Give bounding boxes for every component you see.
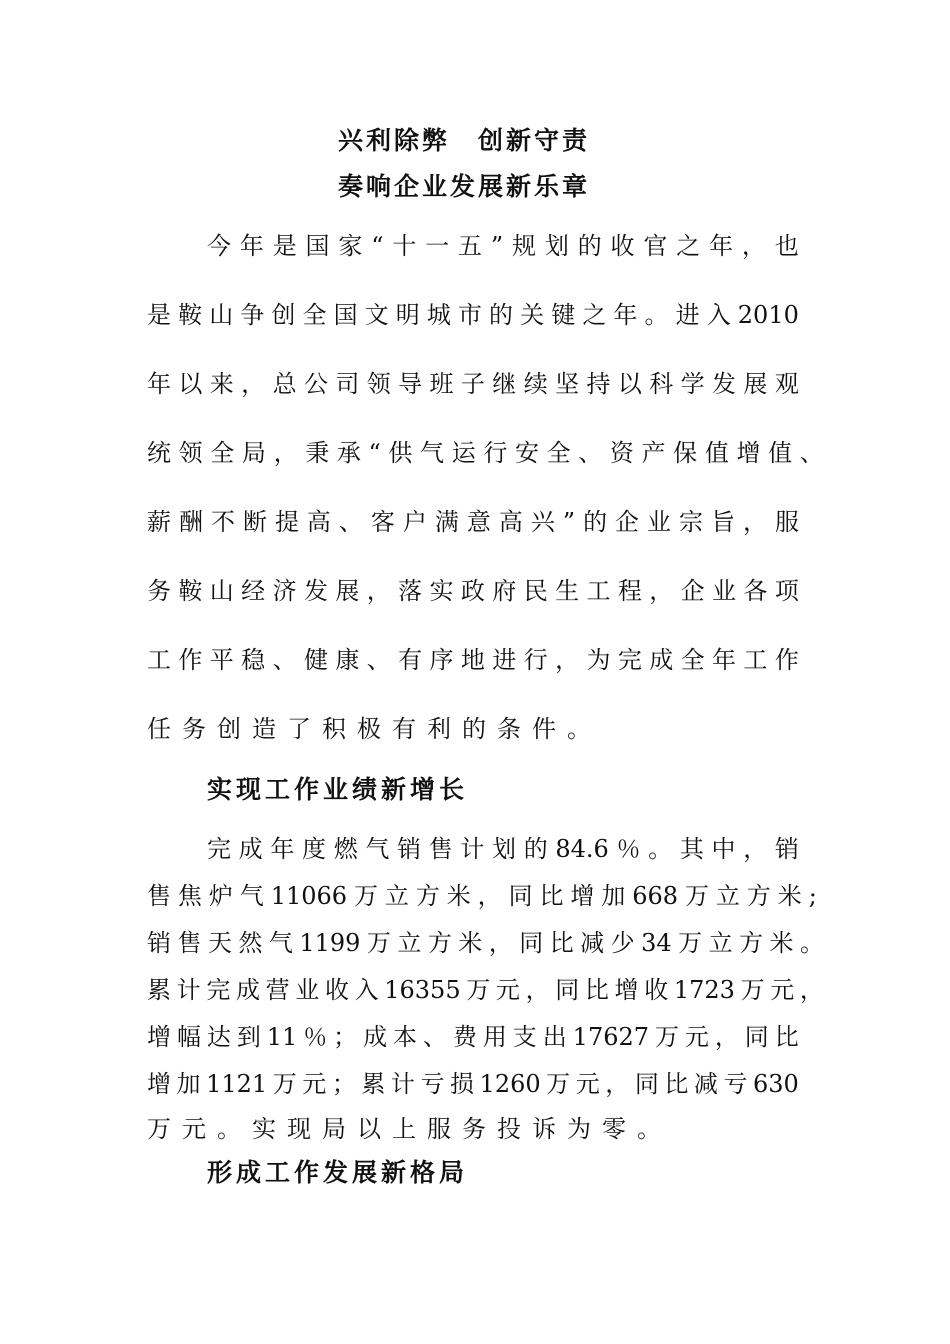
text-glyph: 销 xyxy=(774,835,799,863)
text-glyph: 的 xyxy=(523,835,548,863)
text-glyph: 国 xyxy=(305,232,330,260)
text-glyph: 导 xyxy=(398,370,423,398)
text-glyph: 元 xyxy=(770,976,795,1004)
text-glyph: 酬 xyxy=(178,508,203,536)
text-glyph: 。 xyxy=(800,929,824,957)
text-glyph: 到 xyxy=(236,1023,261,1051)
text-glyph: 坚 xyxy=(555,370,580,398)
text-glyph: 天 xyxy=(207,929,232,957)
text-glyph: 米 xyxy=(446,882,471,910)
text-glyph: 16355 xyxy=(384,976,461,1004)
text-glyph: 之 xyxy=(676,232,701,260)
text-glyph: 亏 xyxy=(420,1070,445,1098)
text-glyph: 地 xyxy=(460,646,485,674)
text-glyph: 局 xyxy=(241,439,266,467)
text-glyph: 增 xyxy=(736,439,761,467)
text-glyph: 各 xyxy=(743,577,768,605)
text-glyph: 增 xyxy=(570,882,595,910)
text-glyph: 户 xyxy=(402,508,427,536)
text-glyph: 同 xyxy=(634,1070,659,1098)
text-glyph: 业 xyxy=(712,577,737,605)
text-glyph: 安 xyxy=(514,439,539,467)
text-glyph: 持 xyxy=(586,370,611,398)
text-glyph: 键 xyxy=(551,301,576,329)
text-glyph: 作 xyxy=(178,646,203,674)
text-glyph: 鞍 xyxy=(178,301,203,329)
text-glyph: 济 xyxy=(272,577,297,605)
text-glyph: 今 xyxy=(207,232,231,260)
text-glyph: 1121 xyxy=(206,1070,268,1098)
text-glyph: 康 xyxy=(335,646,360,674)
text-glyph: 中 xyxy=(711,835,736,863)
text-glyph: 万 xyxy=(546,1070,571,1098)
text-glyph: 万 xyxy=(353,882,378,910)
text-glyph: 的 xyxy=(577,232,602,260)
text-glyph: 增 xyxy=(614,976,639,1004)
text-glyph: 成 xyxy=(238,835,263,863)
text-glyph: 稳 xyxy=(241,646,266,674)
text-glyph: 立 xyxy=(715,882,740,910)
text-glyph: 少 xyxy=(610,929,635,957)
text-glyph: 意 xyxy=(466,508,491,536)
text-glyph: 亏 xyxy=(723,1070,748,1098)
text-glyph: 健 xyxy=(303,646,328,674)
text-glyph: 比 xyxy=(774,1023,799,1051)
text-glyph: 销 xyxy=(147,929,171,957)
text-glyph: 统 xyxy=(147,439,171,467)
text-glyph: 划 xyxy=(544,232,569,260)
text-glyph: 司 xyxy=(335,370,360,398)
text-glyph: 完 xyxy=(206,976,231,1004)
text-glyph: 668 xyxy=(632,882,679,910)
text-glyph: 发 xyxy=(303,577,328,605)
text-glyph: 。 xyxy=(644,301,669,329)
text-glyph: 总 xyxy=(272,370,297,398)
text-glyph: 实 xyxy=(429,577,454,605)
text-glyph: ； xyxy=(331,1070,356,1098)
text-glyph: 山 xyxy=(209,577,234,605)
text-glyph: 作 xyxy=(774,646,799,674)
text-glyph: 加 xyxy=(176,1070,201,1098)
text-glyph: 减 xyxy=(693,1070,718,1098)
text-glyph: 断 xyxy=(242,508,267,536)
text-glyph: 累 xyxy=(147,976,171,1004)
text-glyph: 万 xyxy=(466,976,491,1004)
text-glyph: 完 xyxy=(617,646,642,674)
paragraph-line xyxy=(147,1069,799,1099)
text-glyph: 。 xyxy=(648,835,673,863)
text-glyph: 观 xyxy=(774,370,799,398)
text-glyph: 保 xyxy=(673,439,698,467)
text-glyph: 是 xyxy=(147,301,171,329)
paragraph-line xyxy=(147,507,799,537)
text-glyph: 入 xyxy=(354,976,379,1004)
text-glyph: ， xyxy=(714,1023,739,1051)
text-glyph: 业 xyxy=(647,508,672,536)
text-glyph: 领 xyxy=(178,439,203,467)
text-glyph: 1723 xyxy=(673,976,735,1004)
document-title-line-1: 兴利除弊 创新守责 xyxy=(338,126,591,155)
text-glyph: 薪 xyxy=(147,508,171,536)
text-glyph: 全 xyxy=(210,439,235,467)
text-glyph: ， xyxy=(555,646,580,674)
text-glyph: ， xyxy=(743,835,768,863)
text-glyph: 销 xyxy=(397,835,422,863)
text-glyph: 收 xyxy=(644,976,669,1004)
text-glyph: 也 xyxy=(774,232,799,260)
text-glyph: 有 xyxy=(398,646,423,674)
text-glyph: 收 xyxy=(324,976,349,1004)
text-glyph: 进 xyxy=(492,646,517,674)
text-glyph: 创 xyxy=(271,301,296,329)
section-heading: 形成工作发展新格局 xyxy=(207,1158,469,1187)
text-glyph: 年 xyxy=(239,232,264,260)
text-glyph: 一 xyxy=(425,232,450,260)
document-title-line-2: 奏响企业发展新乐章 xyxy=(338,172,591,201)
paragraph-line xyxy=(147,369,799,399)
text-glyph: ， xyxy=(742,508,767,536)
text-glyph: 损 xyxy=(450,1070,474,1098)
text-glyph: 立 xyxy=(384,882,409,910)
text-glyph: 支 xyxy=(512,1023,537,1051)
text-glyph: 同 xyxy=(744,1023,769,1051)
text-glyph: 万 xyxy=(272,1070,297,1098)
text-glyph: 展 xyxy=(335,577,360,605)
text-glyph: 年 xyxy=(270,835,295,863)
text-glyph: ， xyxy=(741,232,766,260)
text-glyph: 运 xyxy=(451,439,476,467)
paragraph-line xyxy=(147,438,824,468)
text-glyph: 承 xyxy=(336,439,361,467)
text-glyph: 万 xyxy=(740,976,765,1004)
text-glyph: 以 xyxy=(617,370,642,398)
text-glyph: 全 xyxy=(680,646,705,674)
text-glyph: 为 xyxy=(586,646,611,674)
text-glyph: 值 xyxy=(704,439,729,467)
text-glyph: 2010 xyxy=(737,301,799,329)
text-glyph: 政 xyxy=(460,577,485,605)
text-glyph: 成 xyxy=(649,646,674,674)
text-glyph: 1260 xyxy=(479,1070,541,1098)
text-glyph: 方 xyxy=(415,882,440,910)
text-glyph: 明 xyxy=(395,301,420,329)
text-glyph: 科 xyxy=(649,370,674,398)
text-glyph: 年 xyxy=(712,646,737,674)
text-glyph: 焦 xyxy=(177,882,202,910)
text-glyph: 宗 xyxy=(679,508,704,536)
text-glyph: “ xyxy=(371,232,384,260)
text-glyph: ％ xyxy=(303,1023,328,1051)
text-glyph: 比 xyxy=(549,929,574,957)
text-glyph: 鞍 xyxy=(178,577,203,605)
text-glyph: 、 xyxy=(366,646,391,674)
text-glyph: 生 xyxy=(555,577,580,605)
text-glyph: 售 xyxy=(147,882,171,910)
text-glyph: 企 xyxy=(615,508,640,536)
text-glyph: 提 xyxy=(274,508,299,536)
text-glyph: 市 xyxy=(457,301,482,329)
text-glyph: 是 xyxy=(272,232,297,260)
text-glyph: 、 xyxy=(338,508,363,536)
text-glyph: 民 xyxy=(523,577,548,605)
text-glyph: 争 xyxy=(240,301,265,329)
text-glyph: 同 xyxy=(508,882,533,910)
text-glyph: 比 xyxy=(539,882,564,910)
text-glyph: ， xyxy=(525,976,550,1004)
paragraph-line xyxy=(147,928,824,958)
text-glyph: 班 xyxy=(429,370,454,398)
text-glyph: 全 xyxy=(302,301,327,329)
text-glyph: ” xyxy=(490,232,504,260)
text-glyph: 五 xyxy=(458,232,483,260)
text-glyph: ； xyxy=(333,1023,358,1051)
text-glyph: 1199 xyxy=(299,929,361,957)
text-glyph: 规 xyxy=(512,232,536,260)
text-glyph: ， xyxy=(273,439,298,467)
text-glyph: ， xyxy=(366,577,391,605)
text-glyph: 17627 xyxy=(572,1023,650,1051)
text-glyph: 工 xyxy=(147,646,171,674)
text-glyph: 值 xyxy=(768,439,793,467)
text-glyph: ， xyxy=(241,370,266,398)
text-glyph: 达 xyxy=(206,1023,231,1051)
paragraph-line xyxy=(147,576,799,606)
text-glyph: 工 xyxy=(743,646,768,674)
text-glyph: 供 xyxy=(388,439,413,467)
text-glyph: 米 xyxy=(458,929,483,957)
text-glyph: 累 xyxy=(361,1070,386,1098)
text-glyph: 的 xyxy=(489,301,514,329)
text-glyph: ， xyxy=(605,1070,630,1098)
text-glyph: 落 xyxy=(398,577,423,605)
text-glyph: 山 xyxy=(209,301,234,329)
text-glyph: 用 xyxy=(482,1023,507,1051)
text-glyph: 本 xyxy=(393,1023,418,1051)
text-glyph: 11066 xyxy=(270,882,348,910)
text-glyph: 同 xyxy=(519,929,544,957)
text-glyph: ， xyxy=(799,976,824,1004)
text-glyph: 34 xyxy=(641,929,672,957)
paragraph-line xyxy=(147,300,799,330)
text-glyph: ” xyxy=(562,508,576,536)
text-glyph: 万 xyxy=(678,929,703,957)
text-glyph: 米 xyxy=(777,882,802,910)
text-glyph: 元 xyxy=(495,976,520,1004)
paragraph-line xyxy=(147,1022,799,1052)
text-glyph: 以 xyxy=(178,370,203,398)
text-glyph: 630 xyxy=(753,1070,799,1098)
paragraph-line xyxy=(147,645,799,675)
text-glyph: 方 xyxy=(739,929,764,957)
paragraph-line: 万元。实现局以上服务投诉为零。 xyxy=(147,1115,672,1143)
text-glyph: 万 xyxy=(366,929,391,957)
text-glyph: 、 xyxy=(272,646,297,674)
text-glyph: 经 xyxy=(241,577,266,605)
paragraph-line xyxy=(147,881,817,911)
text-glyph: 其 xyxy=(679,835,704,863)
text-glyph: 同 xyxy=(555,976,580,1004)
text-glyph: 11 xyxy=(266,1023,298,1051)
text-glyph: 元 xyxy=(575,1070,600,1098)
text-glyph: 平 xyxy=(209,646,234,674)
text-glyph: 费 xyxy=(452,1023,477,1051)
text-glyph: 高 xyxy=(306,508,331,536)
text-glyph: 减 xyxy=(580,929,605,957)
text-glyph: 来 xyxy=(209,370,234,398)
text-glyph: 家 xyxy=(338,232,363,260)
text-glyph: 比 xyxy=(664,1070,689,1098)
text-glyph: 的 xyxy=(583,508,608,536)
text-glyph: 学 xyxy=(680,370,705,398)
text-glyph: 划 xyxy=(492,835,517,863)
text-glyph: 方 xyxy=(746,882,771,910)
text-glyph: 气 xyxy=(268,929,293,957)
text-glyph: 气 xyxy=(420,439,445,467)
text-glyph: “ xyxy=(368,439,381,467)
text-glyph: 增 xyxy=(147,1070,171,1098)
text-glyph: 立 xyxy=(397,929,422,957)
text-glyph: 行 xyxy=(483,439,508,467)
text-glyph: 度 xyxy=(302,835,327,863)
text-glyph: 产 xyxy=(641,439,666,467)
text-glyph: 增 xyxy=(147,1023,171,1051)
text-glyph: 继 xyxy=(492,370,517,398)
section-heading: 实现工作业绩新增长 xyxy=(207,775,469,804)
paragraph-line xyxy=(147,975,824,1005)
paragraph-line xyxy=(207,231,799,261)
text-glyph: 气 xyxy=(365,835,390,863)
text-glyph: ; xyxy=(808,882,817,910)
text-glyph: 项 xyxy=(774,577,799,605)
text-glyph: 兴 xyxy=(530,508,555,536)
text-glyph: 文 xyxy=(364,301,389,329)
text-glyph: 成 xyxy=(235,976,260,1004)
text-glyph: 序 xyxy=(429,646,454,674)
text-glyph: 领 xyxy=(366,370,391,398)
text-glyph: 高 xyxy=(498,508,523,536)
text-glyph: 、 xyxy=(578,439,603,467)
text-glyph: ， xyxy=(649,577,674,605)
text-glyph: 国 xyxy=(333,301,358,329)
text-glyph: 计 xyxy=(460,835,485,863)
text-glyph: 方 xyxy=(427,929,452,957)
text-glyph: 续 xyxy=(523,370,548,398)
text-glyph: 府 xyxy=(492,577,517,605)
text-glyph: 气 xyxy=(239,882,264,910)
text-glyph: 秉 xyxy=(305,439,330,467)
text-glyph: 年 xyxy=(709,232,734,260)
text-glyph: 计 xyxy=(390,1070,415,1098)
text-glyph: ， xyxy=(488,929,513,957)
text-glyph: 炉 xyxy=(208,882,233,910)
text-glyph: 、 xyxy=(799,439,824,467)
text-glyph: 燃 xyxy=(333,835,358,863)
text-glyph: 进 xyxy=(675,301,700,329)
text-glyph: 营 xyxy=(265,976,290,1004)
text-glyph: 立 xyxy=(708,929,733,957)
text-glyph: 完 xyxy=(207,835,231,863)
text-glyph: 满 xyxy=(434,508,459,536)
text-glyph: 幅 xyxy=(176,1023,201,1051)
text-glyph: 展 xyxy=(743,370,768,398)
text-glyph: 之 xyxy=(582,301,607,329)
text-glyph: 全 xyxy=(546,439,571,467)
text-glyph: 行 xyxy=(523,646,548,674)
text-glyph: 加 xyxy=(601,882,626,910)
text-glyph: 成 xyxy=(363,1023,388,1051)
text-glyph: 元 xyxy=(684,1023,709,1051)
text-glyph: 公 xyxy=(303,370,328,398)
text-glyph: 万 xyxy=(685,882,709,910)
text-glyph: 官 xyxy=(643,232,668,260)
text-glyph: 、 xyxy=(422,1023,447,1051)
text-glyph: 年 xyxy=(147,370,171,398)
text-glyph: 服 xyxy=(774,508,799,536)
text-glyph: 程 xyxy=(617,577,642,605)
text-glyph: 企 xyxy=(680,577,705,605)
text-glyph: 84.6 xyxy=(555,835,609,863)
text-glyph: 米 xyxy=(769,929,794,957)
text-glyph: 务 xyxy=(147,577,171,605)
text-glyph: 十 xyxy=(392,232,417,260)
text-glyph: 售 xyxy=(428,835,453,863)
text-glyph: 元 xyxy=(302,1070,327,1098)
text-glyph: 客 xyxy=(370,508,395,536)
text-glyph: 旨 xyxy=(711,508,735,536)
text-glyph: 业 xyxy=(295,976,320,1004)
text-glyph: 关 xyxy=(520,301,545,329)
text-glyph: 子 xyxy=(460,370,485,398)
text-glyph: 比 xyxy=(584,976,609,1004)
paragraph-line: 任务创造了积极有利的条件。 xyxy=(147,715,602,743)
text-glyph: ％ xyxy=(616,835,641,863)
text-glyph: 资 xyxy=(609,439,634,467)
text-glyph: 收 xyxy=(610,232,635,260)
text-glyph: 售 xyxy=(177,929,202,957)
paragraph-line xyxy=(207,834,799,864)
text-glyph: 发 xyxy=(712,370,737,398)
text-glyph: 入 xyxy=(706,301,731,329)
text-glyph: 不 xyxy=(210,508,235,536)
text-glyph: ， xyxy=(477,882,502,910)
text-glyph: 年 xyxy=(613,301,638,329)
text-glyph: 城 xyxy=(426,301,451,329)
text-glyph: 万 xyxy=(654,1023,679,1051)
text-glyph: 工 xyxy=(586,577,611,605)
text-glyph: 然 xyxy=(238,929,263,957)
text-glyph: 计 xyxy=(176,976,201,1004)
text-glyph: 出 xyxy=(542,1023,567,1051)
